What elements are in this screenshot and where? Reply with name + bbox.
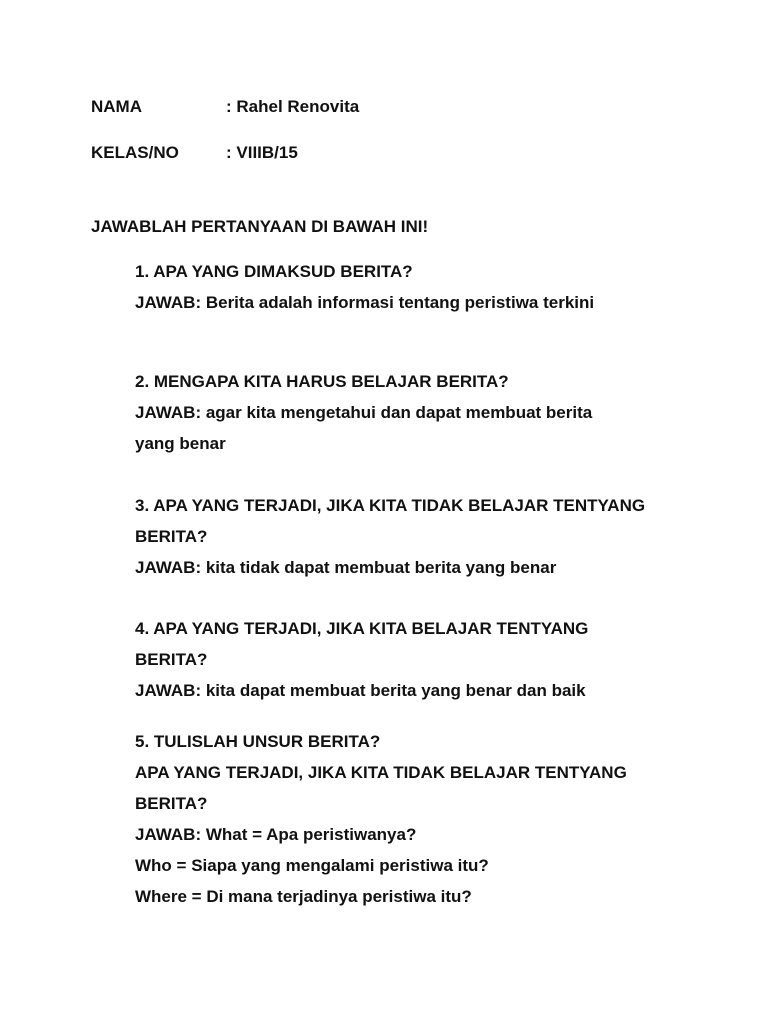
answer-1-line-1: JAWAB: Berita adalah informasi tentang peristiwa terkini: [135, 293, 595, 312]
question-block-1: [135, 256, 695, 318]
answer-5-line-3: Where = Di mana terjadinya peristiwa itu?: [135, 887, 472, 906]
kelas-label: KELAS/NO: [91, 143, 179, 162]
question-4-line-2: BERITA?: [135, 650, 208, 669]
question-4-line-1: 4. APA YANG TERJADI, JIKA KITA BELAJAR TENTYANG: [135, 619, 589, 638]
nama-label: NAMA: [91, 97, 142, 116]
question-block-2: [135, 366, 695, 459]
question-2-line-1: 2. MENGAPA KITA HARUS BELAJAR BERITA?: [135, 372, 509, 391]
question-3-line-1: 3. APA YANG TERJADI, JIKA KITA TIDAK BELAJAR TENTYANG: [135, 496, 646, 515]
instruction-heading: JAWABLAH PERTANYAAN DI BAWAH INI!: [91, 217, 429, 236]
question-5-line-2: APA YANG TERJADI, JIKA KITA TIDAK BELAJAR TENTYANG: [135, 763, 627, 782]
question-3-line-2: BERITA?: [135, 527, 208, 546]
kelas-value: : VIIIB/15: [226, 143, 298, 162]
answer-5-line-1: JAWAB: What = Apa peristiwanya?: [135, 825, 417, 844]
question-1-line-1: 1. APA YANG DIMAKSUD BERITA?: [135, 262, 413, 281]
nama-value: : Rahel Renovita: [226, 97, 360, 116]
answer-2-line-1: JAWAB: agar kita mengetahui dan dapat membuat berita: [135, 403, 593, 422]
answer-4-line-1: JAWAB: kita dapat membuat berita yang benar dan baik: [135, 681, 586, 700]
question-block-4: [135, 613, 695, 706]
question-5-line-3: BERITA?: [135, 794, 208, 813]
question-5-line-1: 5. TULISLAH UNSUR BERITA?: [135, 732, 381, 751]
answer-5-line-2: Who = Siapa yang mengalami peristiwa itu?: [135, 856, 489, 875]
answer-3-line-1: JAWAB: kita tidak dapat membuat berita yang benar: [135, 558, 557, 577]
answer-2-line-2: yang benar: [135, 434, 226, 453]
question-block-3: [135, 490, 695, 583]
question-block-5: [135, 726, 695, 912]
